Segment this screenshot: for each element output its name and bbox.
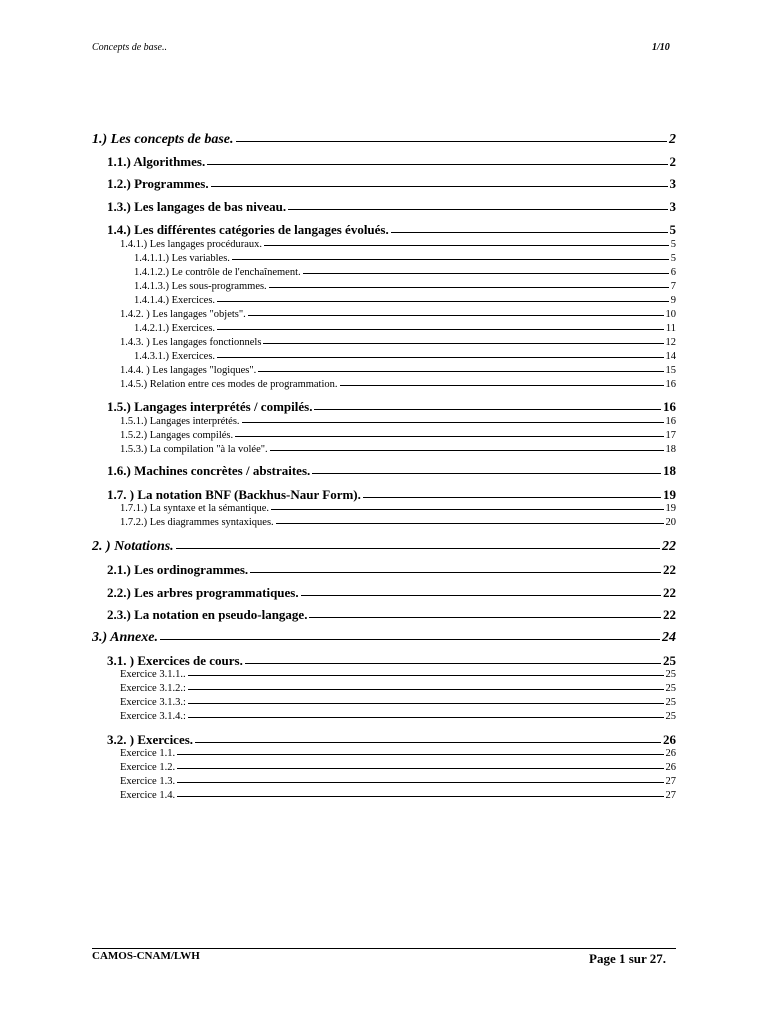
toc-entry-title: 1.7. ) La notation BNF (Backhus-Naur Form). <box>107 487 361 502</box>
toc-leader <box>177 782 663 783</box>
toc-leader <box>276 523 664 524</box>
toc-entry-page: 22 <box>663 562 676 577</box>
toc-entry-title: Exercice 1.1. <box>120 748 176 759</box>
toc-leader <box>217 301 669 302</box>
toc-leader <box>340 385 664 386</box>
toc-entry-page: 22 <box>663 607 676 622</box>
toc-entry-title: 2.1.) Les ordinogrammes. <box>107 562 249 577</box>
toc-entry-page: 12 <box>665 337 676 348</box>
toc-entry-title: Exercice 1.4. <box>120 790 176 801</box>
toc-leader <box>211 186 668 187</box>
toc-leader <box>270 450 664 451</box>
toc-leader <box>232 259 669 260</box>
toc-entry-title: Exercice 3.1.3.: <box>120 697 186 708</box>
toc-entry[interactable] <box>107 200 676 213</box>
toc-entry-page: 5 <box>670 239 676 250</box>
toc-entry-page: 9 <box>670 295 676 306</box>
toc-leader <box>391 232 668 233</box>
toc-entry-title: 1.3.) Les langages de bas niveau. <box>107 199 287 214</box>
toc-entry[interactable] <box>134 352 676 363</box>
toc-entry[interactable] <box>120 791 676 802</box>
toc-entry-title: Exercice 3.1.2.: <box>120 683 186 694</box>
toc-entry[interactable] <box>107 155 676 168</box>
toc-entry[interactable] <box>120 431 676 442</box>
toc-entry-title: 1.5.2.) Langages compilés. <box>120 430 234 441</box>
toc-leader <box>217 329 664 330</box>
toc-entry[interactable] <box>120 417 676 428</box>
toc-entry-page: 22 <box>663 585 676 600</box>
toc-entry[interactable] <box>120 518 676 529</box>
toc-entry[interactable] <box>134 282 676 293</box>
toc-entry-page: 16 <box>663 399 676 414</box>
toc-entry-title: 1.2.) Programmes. <box>107 176 209 191</box>
toc-leader <box>160 639 660 640</box>
toc-entry-title: 2.2.) Les arbres programmatiques. <box>107 585 299 600</box>
toc-entry[interactable] <box>120 445 676 456</box>
toc-entry-title: 1.4.1.) Les langages procéduraux. <box>120 239 262 250</box>
toc-entry-title: 3.) Annexe. <box>92 630 158 645</box>
toc-entry[interactable] <box>134 296 676 307</box>
toc-entry[interactable] <box>134 324 676 335</box>
toc-entry-title: Exercice 1.2. <box>120 762 176 773</box>
toc-leader <box>303 273 669 274</box>
toc-leader <box>269 287 669 288</box>
toc-entry-page: 25 <box>663 653 676 668</box>
footer-rule <box>92 948 676 949</box>
toc-entry-page: 17 <box>665 430 676 441</box>
toc-entry-title: 3.1. ) Exercices de cours. <box>107 653 243 668</box>
toc-entry-title: Exercice 3.1.4.: <box>120 711 186 722</box>
toc-entry-page: 10 <box>665 309 676 320</box>
toc-entry-title: 1.4.1.2.) Le contrôle de l'enchaînement. <box>134 267 301 278</box>
toc-leader <box>312 473 661 474</box>
toc-entry-title: 1.4.1.3.) Les sous-programmes. <box>134 281 267 292</box>
toc-leader <box>314 409 661 410</box>
toc-leader <box>195 742 661 743</box>
toc-entry-page: 2 <box>669 132 676 147</box>
toc-entry-title: 1.4.5.) Relation entre ces modes de programmation. <box>120 379 338 390</box>
toc-entry-page: 6 <box>670 267 676 278</box>
toc-entry[interactable] <box>107 654 676 667</box>
toc-entry-title: 1.4.2. ) Les langages "objets". <box>120 309 246 320</box>
toc-entry[interactable] <box>120 698 676 709</box>
toc-entry[interactable] <box>92 631 676 645</box>
toc-entry-page: 15 <box>665 365 676 376</box>
running-header-page: 1/10 <box>652 42 670 53</box>
toc-leader <box>301 595 661 596</box>
toc-entry-page: 11 <box>665 323 676 334</box>
toc-entry-title: 1.4.3.1.) Exercices. <box>134 351 216 362</box>
toc-entry-title: 1.4.2.1.) Exercices. <box>134 323 216 334</box>
toc-entry-page: 16 <box>665 379 676 390</box>
toc-entry-page: 25 <box>665 683 676 694</box>
toc-leader <box>271 509 664 510</box>
toc-entry-title: 1.6.) Machines concrètes / abstraites. <box>107 463 311 478</box>
toc-entry-page: 18 <box>665 444 676 455</box>
toc-entry-title: 1.5.1.) Langages interprétés. <box>120 416 240 427</box>
toc-entry-title: 1.7.1.) La syntaxe et la sémantique. <box>120 503 269 514</box>
toc-entry[interactable] <box>92 540 676 554</box>
toc-entry[interactable] <box>92 133 676 147</box>
toc-entry-title: 3.2. ) Exercices. <box>107 732 194 747</box>
toc-leader <box>177 768 663 769</box>
toc-entry[interactable] <box>120 338 676 349</box>
toc-entry-page: 26 <box>665 748 676 759</box>
toc-leader <box>188 689 664 690</box>
toc-leader <box>245 663 661 664</box>
toc-entry-title: 1.4.1.4.) Exercices. <box>134 295 216 306</box>
toc-leader <box>258 371 663 372</box>
toc-leader <box>236 141 667 142</box>
toc-entry[interactable] <box>134 254 676 265</box>
toc-entry-page: 26 <box>663 732 676 747</box>
toc-entry[interactable] <box>120 763 676 774</box>
toc-entry-page: 27 <box>665 790 676 801</box>
toc-leader <box>309 617 661 618</box>
toc-entry-title: 1.4.) Les différentes catégories de langages évolués. <box>107 222 389 237</box>
toc-entry-page: 26 <box>665 762 676 773</box>
toc-entry[interactable] <box>107 488 676 501</box>
toc-entry[interactable] <box>120 310 676 321</box>
toc-entry-page: 3 <box>669 199 676 214</box>
toc-entry-page: 19 <box>663 487 676 502</box>
toc-leader <box>177 796 663 797</box>
toc-entry-title: 1.4.1.1.) Les variables. <box>134 253 230 264</box>
toc-entry[interactable] <box>107 464 676 477</box>
toc-entry-title: 1.5.3.) La compilation "à la volée". <box>120 444 268 455</box>
toc-entry-title: Exercice 1.3. <box>120 776 176 787</box>
toc-entry-page: 20 <box>665 517 676 528</box>
toc-entry-title: 1.4.3. ) Les langages fonctionnels <box>120 337 262 348</box>
toc-leader <box>176 548 660 549</box>
toc-entry-page: 5 <box>669 222 676 237</box>
toc-leader <box>263 343 663 344</box>
toc-entry-page: 24 <box>662 630 676 645</box>
toc-entry[interactable] <box>107 400 676 413</box>
toc-leader <box>217 357 663 358</box>
toc-leader <box>363 497 661 498</box>
toc-entry-page: 18 <box>663 463 676 478</box>
toc-entry-page: 25 <box>665 697 676 708</box>
toc-entry[interactable] <box>107 223 676 236</box>
toc-entry[interactable] <box>107 608 676 621</box>
toc-entry[interactable] <box>120 366 676 377</box>
footer-page-number: Page 1 sur 27. <box>589 951 667 966</box>
toc-entry-page: 3 <box>669 176 676 191</box>
toc-leader <box>188 675 664 676</box>
toc-entry[interactable] <box>107 177 676 190</box>
toc-leader <box>264 245 669 246</box>
toc-entry[interactable] <box>120 504 676 515</box>
toc-entry[interactable] <box>120 240 676 251</box>
toc-entry-title: 2.3.) La notation en pseudo-langage. <box>107 607 308 622</box>
toc-entry[interactable] <box>107 586 676 599</box>
toc-entry[interactable] <box>107 733 676 746</box>
toc-entry[interactable] <box>120 670 676 681</box>
toc-entry-page: 2 <box>669 154 676 169</box>
toc-entry[interactable] <box>120 380 676 391</box>
toc-entry[interactable] <box>120 749 676 760</box>
toc-entry-title: 1.5.) Langages interprétés / compilés. <box>107 399 313 414</box>
toc-entry-title: 1.1.) Algorithmes. <box>107 154 206 169</box>
toc-entry-title: 2. ) Notations. <box>92 539 174 554</box>
toc-entry[interactable] <box>107 563 676 576</box>
toc-entry[interactable] <box>120 777 676 788</box>
toc-leader <box>250 572 661 573</box>
toc-entry-title: Exercice 3.1.1.. <box>120 669 186 680</box>
toc-entry[interactable] <box>120 712 676 723</box>
toc-entry-page: 27 <box>665 776 676 787</box>
toc-entry-title: 1.7.2.) Les diagrammes syntaxiques. <box>120 517 274 528</box>
toc-entry-title: 1.4.4. ) Les langages "logiques". <box>120 365 257 376</box>
toc-leader <box>188 703 664 704</box>
footer-author: CAMOS-CNAM/LWH <box>92 950 200 962</box>
toc-leader <box>288 209 667 210</box>
toc-entry-page: 7 <box>670 281 676 292</box>
toc-leader <box>177 754 663 755</box>
toc-entry[interactable] <box>120 684 676 695</box>
toc-entry-page: 22 <box>662 539 676 554</box>
toc-leader <box>248 315 664 316</box>
toc-entry-page: 19 <box>665 503 676 514</box>
toc-entry-page: 16 <box>665 416 676 427</box>
toc-entry[interactable] <box>134 268 676 279</box>
toc-entry-page: 25 <box>665 669 676 680</box>
toc-leader <box>207 164 667 165</box>
toc-leader <box>235 436 663 437</box>
toc-entry-page: 5 <box>670 253 676 264</box>
toc-leader <box>242 422 664 423</box>
toc-entry-page: 14 <box>665 351 676 362</box>
running-header-title: Concepts de base.. <box>92 42 167 53</box>
toc-leader <box>188 717 664 718</box>
toc-entry-page: 25 <box>665 711 676 722</box>
toc-entry-title: 1.) Les concepts de base. <box>92 132 234 147</box>
